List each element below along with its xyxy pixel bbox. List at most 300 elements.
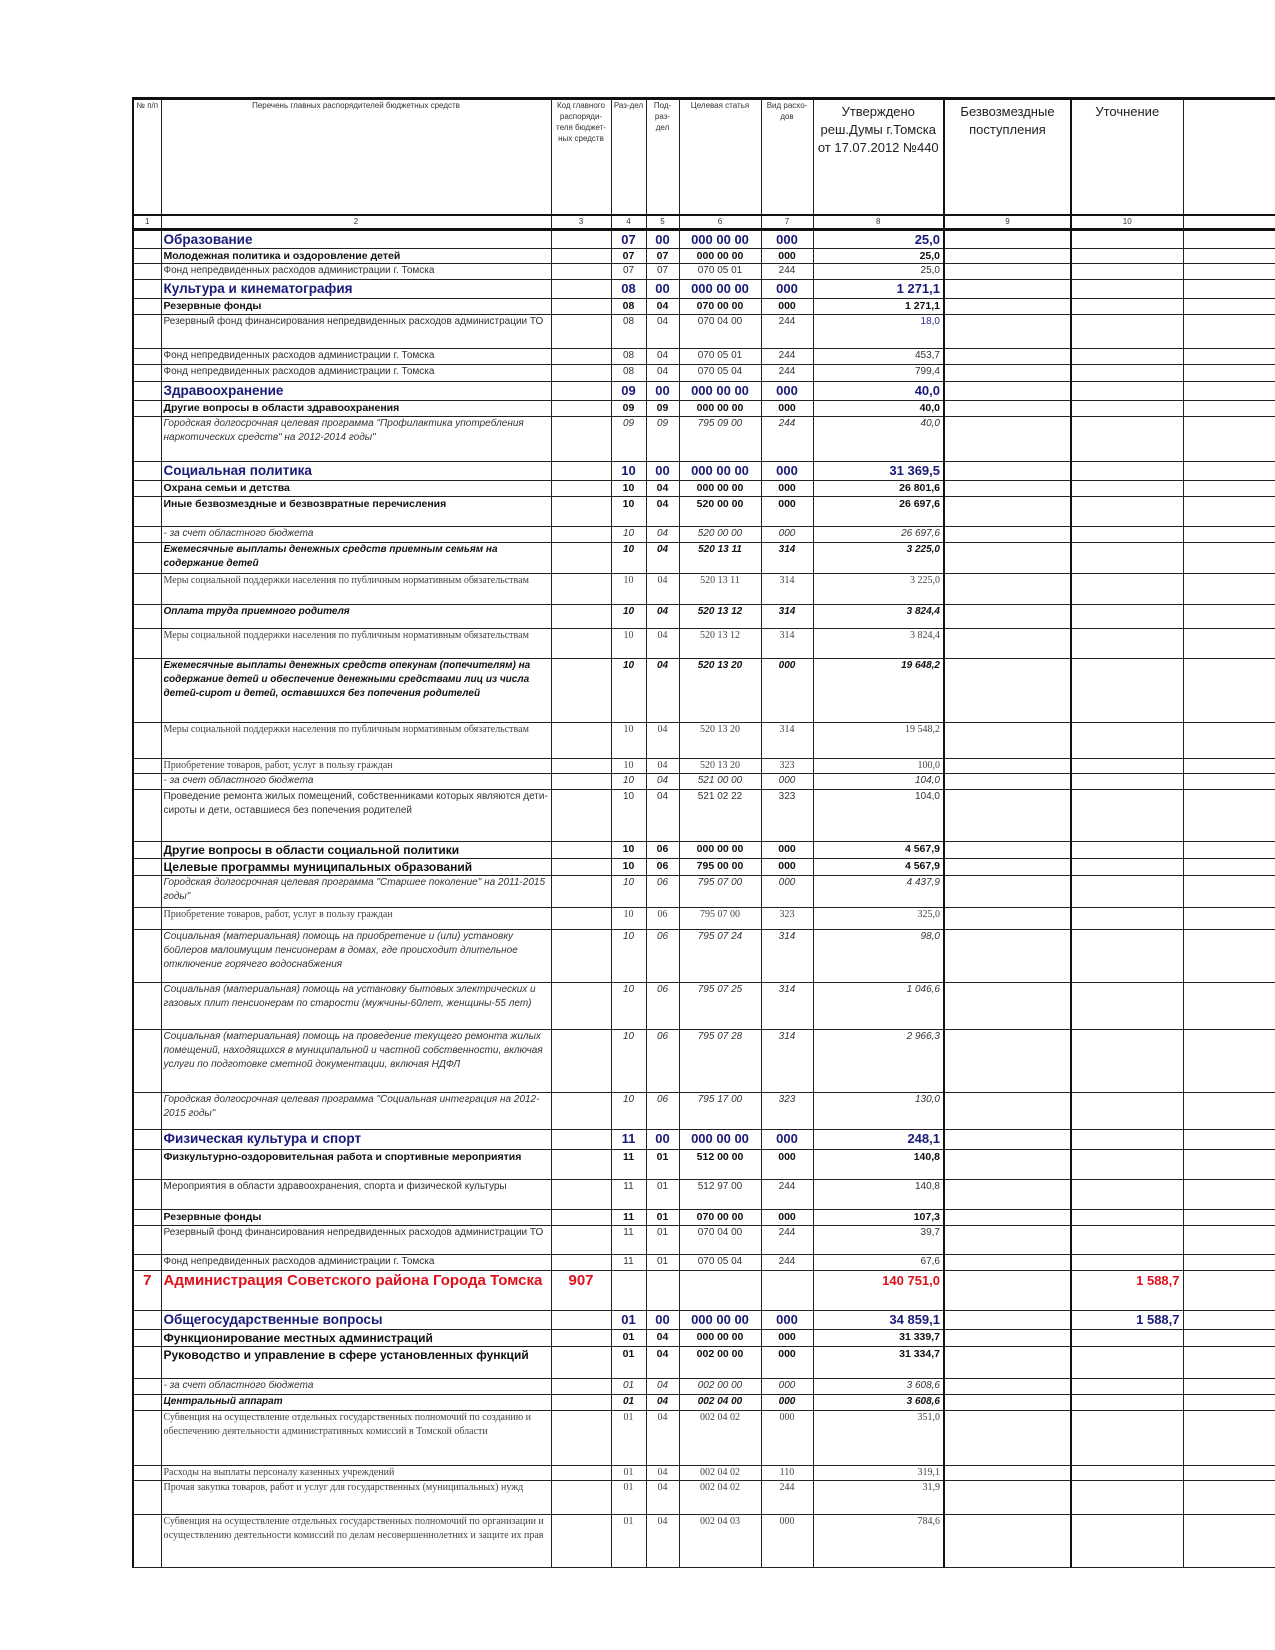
row-podrazdel: 06 — [646, 1029, 679, 1092]
row-approved: 2 966,3 — [813, 1029, 944, 1092]
row-clarification — [1071, 841, 1183, 858]
row-vid: 314 — [761, 929, 813, 982]
row-razdel: 07 — [611, 263, 646, 279]
row-name: Оплата труда приемного родителя — [161, 604, 551, 628]
row-podrazdel: 06 — [646, 841, 679, 858]
row-podrazdel: 07 — [646, 248, 679, 263]
row-razdel: 11 — [611, 1129, 646, 1149]
row-grants — [944, 364, 1071, 381]
table-row — [133, 348, 1275, 364]
row-grants — [944, 279, 1071, 298]
row-razdel: 01 — [611, 1346, 646, 1378]
row-name: Резервные фонды — [161, 1209, 551, 1225]
row-extra — [1183, 1270, 1275, 1310]
table-row — [133, 1378, 1275, 1394]
row-extra — [1183, 1092, 1275, 1129]
table-row — [133, 279, 1275, 298]
row-podrazdel: 00 — [646, 1129, 679, 1149]
row-extra — [1183, 496, 1275, 526]
table-row — [133, 298, 1275, 314]
row-clarification — [1071, 480, 1183, 496]
row-vid — [761, 1270, 813, 1310]
row-approved: 351,0 — [813, 1410, 944, 1465]
table-row — [133, 542, 1275, 573]
row-vid: 323 — [761, 907, 813, 929]
row-approved: 104,0 — [813, 789, 944, 841]
row-code — [551, 348, 611, 364]
row-approved: 31,9 — [813, 1480, 944, 1514]
row-statya: 000 00 00 — [679, 1129, 761, 1149]
row-statya: 520 13 11 — [679, 542, 761, 573]
row-clarification — [1071, 789, 1183, 841]
header-podrazdel: Под-раз-дел — [646, 99, 679, 215]
row-extra — [1183, 348, 1275, 364]
row-extra — [1183, 461, 1275, 480]
row-extra — [1183, 1410, 1275, 1465]
row-podrazdel: 07 — [646, 263, 679, 279]
row-clarification: 1 588,7 — [1071, 1270, 1183, 1310]
row-razdel: 10 — [611, 722, 646, 758]
row-code — [551, 400, 611, 416]
row-podrazdel: 06 — [646, 875, 679, 907]
row-extra — [1183, 1310, 1275, 1329]
row-clarification — [1071, 1149, 1183, 1179]
row-clarification — [1071, 1029, 1183, 1092]
row-code — [551, 1209, 611, 1225]
row-vid: 314 — [761, 628, 813, 658]
budget-table — [132, 97, 1275, 1568]
row-clarification — [1071, 263, 1183, 279]
row-name: Ежемесячные выплаты денежных средств опекунам (попечителям) на содержание детей и обеспечение денежными средствами лиц из числа детей-сирот и детей, оставшихся без попечения родителей — [161, 658, 551, 722]
row-podrazdel: 06 — [646, 929, 679, 982]
table-header — [133, 99, 1275, 215]
row-name: Субвенция на осуществление отдельных государственных полномочий по созданию и обеспечению деятельности административных комиссий в Томской области — [161, 1410, 551, 1465]
row-grants — [944, 1465, 1071, 1480]
row-podrazdel: 01 — [646, 1254, 679, 1270]
row-extra — [1183, 929, 1275, 982]
row-vid: 323 — [761, 1092, 813, 1129]
row-statya: 795 09 00 — [679, 416, 761, 461]
row-statya: 070 04 00 — [679, 314, 761, 348]
row-name: Проведение ремонта жилых помещений, собственниками которых являются дети-сироты и дети, оставшиеся без попечения родителей — [161, 789, 551, 841]
row-number — [133, 875, 161, 907]
table-row — [133, 1092, 1275, 1129]
table-row — [133, 1129, 1275, 1149]
row-grants — [944, 248, 1071, 263]
table-row — [133, 604, 1275, 628]
row-grants — [944, 1480, 1071, 1514]
row-grants — [944, 1254, 1071, 1270]
row-approved: 25,0 — [813, 229, 944, 248]
row-code — [551, 364, 611, 381]
row-name: Общегосударственные вопросы — [161, 1310, 551, 1329]
row-grants — [944, 982, 1071, 1029]
row-podrazdel: 04 — [646, 628, 679, 658]
row-extra — [1183, 907, 1275, 929]
row-statya: 000 00 00 — [679, 1310, 761, 1329]
row-name: Социальная (материальная) помощь на приобретение и (или) установку бойлеров малоимущим пенсионерам в домах, где происходит длительное отключение горячего водоснабжения — [161, 929, 551, 982]
row-podrazdel: 06 — [646, 1092, 679, 1129]
row-name: Социальная политика — [161, 461, 551, 480]
row-extra — [1183, 1514, 1275, 1567]
row-clarification — [1071, 364, 1183, 381]
row-approved: 1 271,1 — [813, 298, 944, 314]
row-number — [133, 1029, 161, 1092]
row-statya: 070 05 04 — [679, 1254, 761, 1270]
row-approved: 1 271,1 — [813, 279, 944, 298]
row-code — [551, 1129, 611, 1149]
row-grants — [944, 1225, 1071, 1254]
row-podrazdel: 04 — [646, 1514, 679, 1567]
row-approved: 26 697,6 — [813, 526, 944, 542]
row-razdel: 10 — [611, 758, 646, 773]
row-code — [551, 875, 611, 907]
row-podrazdel: 04 — [646, 480, 679, 496]
row-podrazdel: 04 — [646, 1346, 679, 1378]
row-code — [551, 1410, 611, 1465]
row-grants — [944, 416, 1071, 461]
row-extra — [1183, 1179, 1275, 1209]
row-statya: 795 07 00 — [679, 907, 761, 929]
row-name: Городская долгосрочная целевая программа "Социальная интеграция на 2012-2015 годы" — [161, 1092, 551, 1129]
row-number — [133, 1179, 161, 1209]
header-code: Код главного распоряди-теля бюджет-ных средств — [551, 99, 611, 215]
row-clarification — [1071, 248, 1183, 263]
row-clarification — [1071, 758, 1183, 773]
row-razdel: 10 — [611, 461, 646, 480]
row-razdel: 01 — [611, 1310, 646, 1329]
row-razdel: 07 — [611, 248, 646, 263]
row-number — [133, 461, 161, 480]
row-approved: 325,0 — [813, 907, 944, 929]
row-number — [133, 1410, 161, 1465]
row-clarification — [1071, 348, 1183, 364]
row-code — [551, 229, 611, 248]
row-razdel: 01 — [611, 1480, 646, 1514]
row-clarification — [1071, 773, 1183, 789]
row-podrazdel: 04 — [646, 496, 679, 526]
row-clarification — [1071, 1480, 1183, 1514]
row-statya: 000 00 00 — [679, 1329, 761, 1346]
row-approved: 100,0 — [813, 758, 944, 773]
row-statya: 000 00 00 — [679, 400, 761, 416]
header-razdel: Раз-дел — [611, 99, 646, 215]
table-row — [133, 229, 1275, 248]
row-podrazdel: 00 — [646, 461, 679, 480]
row-clarification — [1071, 573, 1183, 604]
table-row — [133, 1149, 1275, 1179]
row-vid: 000 — [761, 773, 813, 789]
header-statya: Целевая статья — [679, 99, 761, 215]
table-row — [133, 758, 1275, 773]
row-statya: 521 02 22 — [679, 789, 761, 841]
row-clarification: 1 588,7 — [1071, 1310, 1183, 1329]
row-code — [551, 1029, 611, 1092]
row-extra — [1183, 1329, 1275, 1346]
row-statya: 002 00 00 — [679, 1346, 761, 1378]
row-approved: 18,0 — [813, 314, 944, 348]
header-clarification: Уточнение — [1071, 99, 1183, 215]
row-vid: 000 — [761, 1378, 813, 1394]
table-row — [133, 722, 1275, 758]
row-statya: 002 04 00 — [679, 1394, 761, 1410]
row-clarification — [1071, 1209, 1183, 1225]
row-vid: 244 — [761, 1480, 813, 1514]
row-clarification — [1071, 1394, 1183, 1410]
row-podrazdel: 04 — [646, 758, 679, 773]
row-grants — [944, 1149, 1071, 1179]
row-vid: 000 — [761, 248, 813, 263]
row-number — [133, 858, 161, 875]
row-vid: 244 — [761, 348, 813, 364]
row-podrazdel: 04 — [646, 573, 679, 604]
row-razdel: 09 — [611, 381, 646, 400]
row-grants — [944, 314, 1071, 348]
row-extra — [1183, 789, 1275, 841]
row-name: Расходы на выплаты персоналу казенных учреждений — [161, 1465, 551, 1480]
row-clarification — [1071, 461, 1183, 480]
row-code — [551, 461, 611, 480]
row-statya: 512 97 00 — [679, 1179, 761, 1209]
row-razdel: 10 — [611, 1029, 646, 1092]
table-row — [133, 573, 1275, 604]
table-row — [133, 907, 1275, 929]
row-extra — [1183, 722, 1275, 758]
row-statya: 000 00 00 — [679, 841, 761, 858]
row-approved: 3 225,0 — [813, 542, 944, 573]
col-number: 7 — [761, 215, 813, 230]
row-name: - за счет областного бюджета — [161, 526, 551, 542]
row-number — [133, 263, 161, 279]
table-row — [133, 789, 1275, 841]
row-code — [551, 416, 611, 461]
row-name: Охрана семьи и детства — [161, 480, 551, 496]
row-razdel: 10 — [611, 496, 646, 526]
row-podrazdel: 04 — [646, 364, 679, 381]
row-name: Функционирование местных администраций — [161, 1329, 551, 1346]
row-vid: 000 — [761, 1209, 813, 1225]
row-podrazdel: 09 — [646, 416, 679, 461]
row-extra — [1183, 248, 1275, 263]
row-grants — [944, 542, 1071, 573]
row-number — [133, 1129, 161, 1149]
row-code — [551, 758, 611, 773]
row-code — [551, 573, 611, 604]
row-grants — [944, 263, 1071, 279]
table-row — [133, 480, 1275, 496]
row-podrazdel: 04 — [646, 1410, 679, 1465]
row-number — [133, 496, 161, 526]
row-code — [551, 263, 611, 279]
row-podrazdel: 01 — [646, 1149, 679, 1179]
row-podrazdel: 04 — [646, 658, 679, 722]
row-name: - за счет областного бюджета — [161, 773, 551, 789]
row-podrazdel: 04 — [646, 1329, 679, 1346]
table-row — [133, 658, 1275, 722]
table-row — [133, 400, 1275, 416]
row-statya: 002 04 02 — [679, 1410, 761, 1465]
row-number: 7 — [133, 1270, 161, 1310]
row-clarification — [1071, 526, 1183, 542]
row-clarification — [1071, 1225, 1183, 1254]
row-statya: 795 17 00 — [679, 1092, 761, 1129]
row-extra — [1183, 1346, 1275, 1378]
row-name: Целевые программы муниципальных образований — [161, 858, 551, 875]
row-code — [551, 542, 611, 573]
row-podrazdel: 01 — [646, 1209, 679, 1225]
row-grants — [944, 858, 1071, 875]
table-row — [133, 263, 1275, 279]
row-razdel: 11 — [611, 1149, 646, 1179]
row-clarification — [1071, 929, 1183, 982]
row-razdel: 10 — [611, 658, 646, 722]
row-vid: 000 — [761, 875, 813, 907]
row-clarification — [1071, 875, 1183, 907]
row-vid: 000 — [761, 229, 813, 248]
row-extra — [1183, 1254, 1275, 1270]
row-name: Физкультурно-оздоровительная работа и спортивные мероприятия — [161, 1149, 551, 1179]
row-name: Резервные фонды — [161, 298, 551, 314]
row-grants — [944, 298, 1071, 314]
row-vid: 244 — [761, 1254, 813, 1270]
row-statya: 070 00 00 — [679, 1209, 761, 1225]
header-name: Перечень главных распорядителей бюджетных средств — [161, 99, 551, 215]
row-extra — [1183, 1465, 1275, 1480]
row-grants — [944, 1270, 1071, 1310]
row-grants — [944, 526, 1071, 542]
row-approved: 140,8 — [813, 1149, 944, 1179]
row-approved: 39,7 — [813, 1225, 944, 1254]
row-razdel: 11 — [611, 1225, 646, 1254]
row-grants — [944, 929, 1071, 982]
row-name: Физическая культура и спорт — [161, 1129, 551, 1149]
row-approved: 31 334,7 — [813, 1346, 944, 1378]
row-clarification — [1071, 1092, 1183, 1129]
row-grants — [944, 722, 1071, 758]
row-code — [551, 526, 611, 542]
row-number — [133, 758, 161, 773]
row-podrazdel: 04 — [646, 773, 679, 789]
header-vid: Вид расхо-дов — [761, 99, 813, 215]
row-code — [551, 1179, 611, 1209]
table-row — [133, 1029, 1275, 1092]
row-clarification — [1071, 381, 1183, 400]
row-approved: 19 648,2 — [813, 658, 944, 722]
row-name: Субвенция на осуществление отдельных государственных полномочий по организации и осуществлению деятельности комиссий по делам несовершеннолетних и защите их прав — [161, 1514, 551, 1567]
row-statya: 070 00 00 — [679, 298, 761, 314]
row-grants — [944, 461, 1071, 480]
row-vid: 000 — [761, 1514, 813, 1567]
row-code — [551, 1225, 611, 1254]
row-approved: 248,1 — [813, 1129, 944, 1149]
row-grants — [944, 773, 1071, 789]
table-row — [133, 1514, 1275, 1567]
row-vid: 110 — [761, 1465, 813, 1480]
row-code — [551, 1378, 611, 1394]
row-vid: 314 — [761, 982, 813, 1029]
row-extra — [1183, 1149, 1275, 1179]
row-clarification — [1071, 1465, 1183, 1480]
col-number: 9 — [944, 215, 1071, 230]
row-statya: 070 05 01 — [679, 348, 761, 364]
row-clarification — [1071, 858, 1183, 875]
row-vid: 323 — [761, 758, 813, 773]
row-grants — [944, 1179, 1071, 1209]
row-name: Меры социальной поддержки населения по публичным нормативным обязательствам — [161, 628, 551, 658]
row-razdel: 10 — [611, 773, 646, 789]
row-approved: 4 567,9 — [813, 841, 944, 858]
row-podrazdel: 01 — [646, 1225, 679, 1254]
table-row — [133, 416, 1275, 461]
row-clarification — [1071, 658, 1183, 722]
table-row — [133, 1394, 1275, 1410]
row-grants — [944, 381, 1071, 400]
col-number: 4 — [611, 215, 646, 230]
row-statya: 002 04 03 — [679, 1514, 761, 1567]
row-number — [133, 1209, 161, 1225]
row-extra — [1183, 604, 1275, 628]
row-extra — [1183, 773, 1275, 789]
row-number — [133, 1310, 161, 1329]
row-extra — [1183, 1480, 1275, 1514]
row-extra — [1183, 758, 1275, 773]
row-name: Городская долгосрочная целевая программа "Профилактика употребления наркотических средств" на 2012-2014 годы" — [161, 416, 551, 461]
row-statya: 520 13 12 — [679, 628, 761, 658]
row-podrazdel: 04 — [646, 542, 679, 573]
row-statya: 520 00 00 — [679, 496, 761, 526]
row-number — [133, 1092, 161, 1129]
table-row — [133, 248, 1275, 263]
row-number — [133, 1378, 161, 1394]
row-name: Приобретение товаров, работ, услуг в пользу граждан — [161, 758, 551, 773]
row-razdel: 01 — [611, 1465, 646, 1480]
row-approved: 40,0 — [813, 400, 944, 416]
row-approved: 107,3 — [813, 1209, 944, 1225]
row-grants — [944, 1346, 1071, 1378]
row-statya: 520 13 20 — [679, 758, 761, 773]
table-row — [133, 929, 1275, 982]
row-number — [133, 573, 161, 604]
col-number: 1 — [133, 215, 161, 230]
row-vid: 314 — [761, 1029, 813, 1092]
row-extra — [1183, 480, 1275, 496]
row-extra — [1183, 416, 1275, 461]
row-statya: 520 13 20 — [679, 722, 761, 758]
row-code — [551, 381, 611, 400]
row-podrazdel: 06 — [646, 858, 679, 875]
col-number: 2 — [161, 215, 551, 230]
row-statya: 512 00 00 — [679, 1149, 761, 1179]
row-extra — [1183, 628, 1275, 658]
row-podrazdel: 00 — [646, 229, 679, 248]
row-razdel: 10 — [611, 526, 646, 542]
table-row — [133, 858, 1275, 875]
row-vid: 000 — [761, 1410, 813, 1465]
row-clarification — [1071, 1346, 1183, 1378]
row-grants — [944, 1129, 1071, 1149]
row-grants — [944, 1092, 1071, 1129]
row-name: Социальная (материальная) помощь на установку бытовых электрических и газовых плит пенсионерам по старости (мужчины-60лет, женщины-55 лет) — [161, 982, 551, 1029]
row-code — [551, 1394, 611, 1410]
row-clarification — [1071, 1378, 1183, 1394]
row-number — [133, 773, 161, 789]
row-clarification — [1071, 1179, 1183, 1209]
row-number — [133, 628, 161, 658]
row-number — [133, 526, 161, 542]
row-extra — [1183, 1029, 1275, 1092]
row-number — [133, 298, 161, 314]
row-clarification — [1071, 400, 1183, 416]
